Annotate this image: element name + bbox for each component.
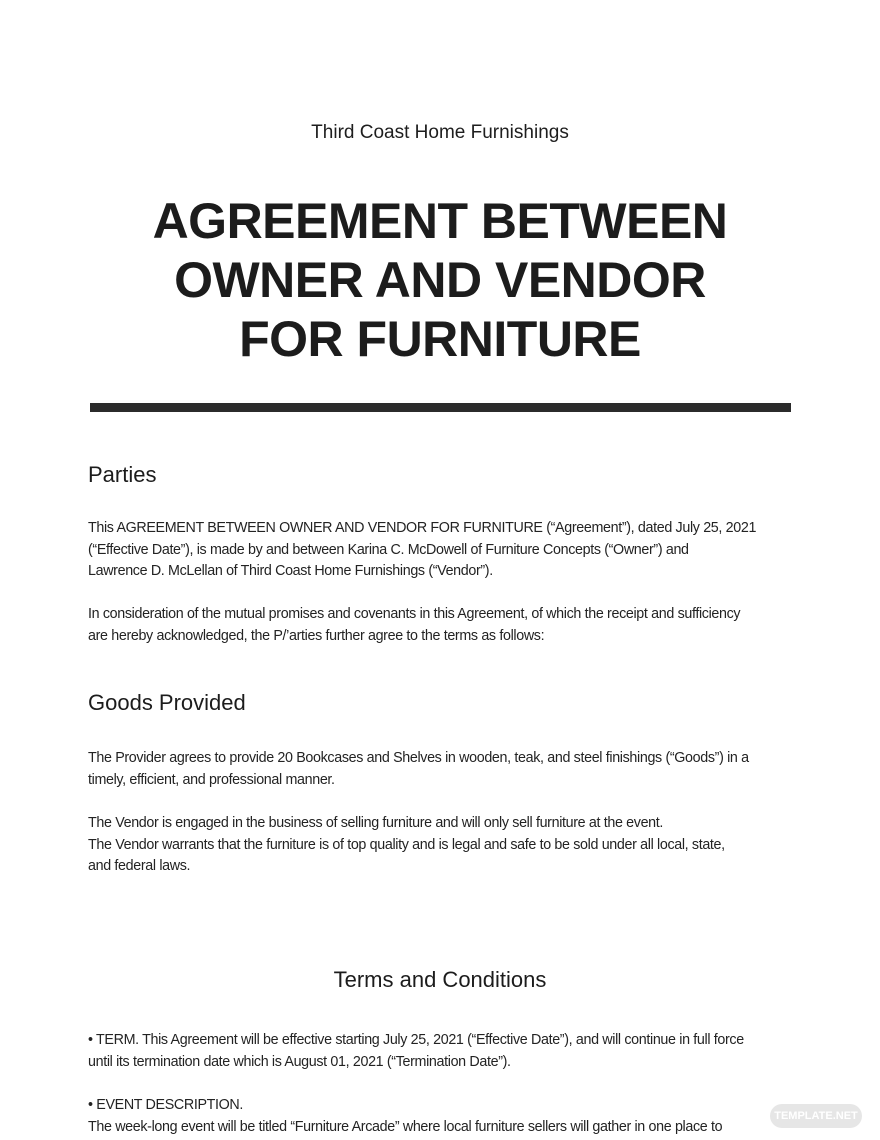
section-heading-goods: Goods Provided (88, 690, 246, 715)
parties-paragraph-1 (88, 518, 818, 583)
text-line: and federal laws. (88, 858, 191, 875)
title-line: FOR FURNITURE (239, 311, 641, 367)
terms-paragraph-1 (88, 1030, 818, 1073)
document-title (0, 192, 880, 369)
text-line: The Provider agrees to provide 20 Bookcases and Shelves in wooden, teak, and steel finishings (“Goods”) in a (88, 750, 749, 766)
section-heading-terms: Terms and Conditions (333, 967, 547, 992)
title-line: AGREEMENT BETWEEN (152, 193, 728, 249)
goods-paragraph-2 (88, 813, 818, 878)
section-heading-parties: Parties (88, 462, 157, 487)
text-line: This AGREEMENT BETWEEN OWNER AND VENDOR FOR FURNITURE (“Agreement”), dated July 25, 2021 (88, 520, 757, 536)
text-line: (“Effective Date”), is made by and between Karina C. McDowell of Furniture Concepts (“Owner”) and (88, 541, 689, 558)
text-line: until its termination date which is August 01, 2021 (“Termination Date”). (88, 1053, 511, 1070)
text-line: In consideration of the mutual promises and covenants in this Agreement, of which the receipt and sufficiency (88, 606, 741, 622)
text-line: Lawrence D. McLellan of Third Coast Home Furnishings (“Vendor”). (88, 563, 493, 580)
company-name: Third Coast Home Furnishings (311, 122, 569, 143)
text-line: The Vendor is engaged in the business of selling furniture and will only sell furniture at the event. (88, 815, 664, 831)
text-line: timely, efficient, and professional manner. (88, 771, 335, 788)
parties-paragraph-2 (88, 604, 818, 647)
watermark-badge: TEMPLATE.NET (770, 1104, 862, 1128)
title-line: OWNER AND VENDOR (174, 252, 706, 308)
text-line: The Vendor warrants that the furniture is of top quality and is legal and safe to be sold under all local, state, (88, 836, 725, 853)
goods-paragraph-1 (88, 748, 818, 791)
text-line: • TERM. This Agreement will be effective starting July 25, 2021 (“Effective Date”), and will continue in full force (88, 1032, 744, 1048)
title-divider (90, 403, 791, 412)
text-line: • EVENT DESCRIPTION. (88, 1097, 244, 1113)
text-line: The week-long event will be titled “Furniture Arcade” where local furniture sellers will gather in one place to (88, 1118, 723, 1135)
terms-paragraph-2 (88, 1095, 818, 1138)
text-line: are hereby acknowledged, the P/’arties further agree to the terms as follows: (88, 627, 545, 644)
